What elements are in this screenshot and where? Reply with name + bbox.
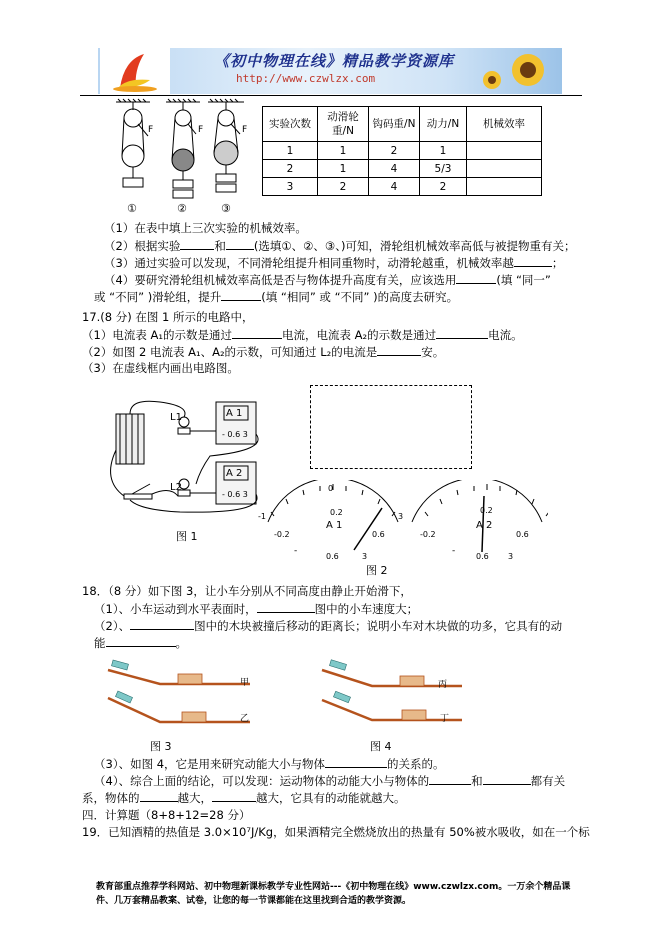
dial1-scale-neg: -1: [258, 512, 266, 521]
answer-blank[interactable]: [514, 255, 552, 267]
ramp-label-yi: 乙: [240, 714, 250, 724]
fig3-caption: 图 3: [150, 740, 172, 753]
fig-num-1: ①: [127, 202, 137, 215]
answer-blank[interactable]: [232, 327, 282, 339]
table-cell: 2: [420, 178, 467, 196]
answer-blank[interactable]: [180, 238, 214, 250]
answer-blank[interactable]: [429, 773, 471, 785]
ammeter-a2-label: A 2: [226, 468, 243, 479]
q18-item3: （3）、如图 4，它是用来研究动能大小与物体 的关系的。: [94, 757, 445, 771]
answer-blank[interactable]: [140, 790, 178, 802]
dial2-sub-max: 0.6: [516, 530, 529, 539]
header-divider: [80, 95, 582, 96]
answer-blank[interactable]: [377, 344, 421, 356]
ammeter-dials: [258, 480, 548, 570]
footer-note: 教育部重点推荐学科网站、初中物理新课标教学专业性网站---《初中物理在线》www.czwlzx.com。一万余个精品课件、几万套精品教案、试卷，让您的每一节课都能在这里找到合适的教学资源。: [96, 882, 571, 906]
table-cell: 1: [318, 142, 369, 160]
dial1-term-neg: -: [294, 546, 298, 556]
table-cell: 1: [318, 160, 369, 178]
table-cell: 1: [420, 142, 467, 160]
dial1-scale-max: 3: [398, 512, 404, 521]
dial2-sub-neg: -0.2: [420, 530, 436, 539]
table-header: 实验次数: [263, 107, 318, 142]
dial1-term-3: 3: [362, 552, 368, 561]
banner-url[interactable]: http://www.czwlzx.com: [236, 72, 376, 85]
table-row: [263, 178, 542, 196]
q18-item4: （4）、综合上面的结论，可以发现：运动物体的动能大小与物体的 和 都有关: [94, 774, 566, 788]
table-cell-efficiency[interactable]: [467, 160, 542, 178]
pulley-figures: [108, 98, 256, 218]
answer-blank[interactable]: [325, 756, 387, 768]
table-cell: 5/3: [420, 160, 467, 178]
dial1-sub-neg: -0.2: [274, 530, 290, 539]
fig4-caption: 图 4: [370, 740, 392, 753]
q18-item2: （2）、 图中的木块被撞后移动的距离长；说明小车对木块做的功多，它具有的动: [94, 619, 563, 633]
dial1-term-06: 0.6: [326, 552, 339, 561]
sunflower-icon: [470, 50, 560, 94]
fig2-force-label: F: [198, 125, 204, 135]
table-cell-efficiency[interactable]: [467, 178, 542, 196]
ramp-label-jia: 甲: [240, 678, 250, 688]
q17-title: 17.(8 分) 在图 1 所示的电路中，: [82, 310, 254, 324]
logo-icon: [100, 48, 170, 94]
fig2-caption: 图 2: [366, 564, 388, 577]
dial1-scale-zero: 0: [328, 484, 334, 493]
a1-terminals: - 0.6 3: [222, 430, 248, 439]
table-header: 钩码重/N: [369, 107, 420, 142]
banner-title: 《初中物理在线》精品教学资源库: [214, 52, 455, 70]
ramp-figures: [100, 656, 470, 736]
answer-blank[interactable]: [106, 635, 176, 647]
q17-item2: （2）如图 2 电流表 A₁、A₂的示数，可知通过 L₂的电流是 安。: [82, 345, 445, 359]
q16-item1: （1）在表中填上三次实验的机械效率。: [104, 221, 307, 235]
table-cell: 2: [369, 142, 420, 160]
q17-item1: （1）电流表 A₁的示数是通过 电流，电流表 A₂的示数是通过 电流。: [82, 328, 523, 342]
q18-item1: （1）、小车运动到水平表面时， 图中的小车速度大；: [94, 602, 419, 616]
table-header: 动力/N: [420, 107, 467, 142]
q19-text: 19．已知酒精的热值是 3.0×10⁷J/Kg，如果酒精完全燃烧放出的热量有 50%被水吸收，如在一个标: [82, 825, 590, 839]
circuit-diagram: [100, 390, 270, 520]
table-header: 动滑轮重/N: [318, 107, 369, 142]
answer-blank[interactable]: [436, 327, 488, 339]
experiment-table: [262, 106, 542, 196]
circuit-drawing-box[interactable]: [310, 385, 472, 469]
ramp-label-ding: 丁: [440, 714, 450, 724]
table-cell: 2: [263, 160, 318, 178]
q16-item3: （3）通过实验可以发现，不同滑轮组提升相同重物时，动滑轮越重，机械效率越 ；: [104, 256, 564, 270]
answer-blank[interactable]: [212, 790, 256, 802]
q18-title: 18．（8 分）如下图 3，让小车分别从不同高度由静止开始滑下，: [82, 584, 412, 598]
ramp-label-bing: 丙: [438, 680, 448, 690]
q16-item2: （2）根据实验 和 (选填①、②、③、)可知，滑轮组机械效率高低与被提物重有关；: [104, 239, 576, 253]
dial2-term-3: 3: [508, 552, 514, 561]
answer-blank[interactable]: [221, 289, 261, 301]
dial2-sub-zero: 0.2: [480, 506, 493, 515]
dial2-term-neg: -: [452, 546, 456, 556]
table-header: 机械效率: [467, 107, 542, 142]
table-cell: 3: [263, 178, 318, 196]
answer-blank[interactable]: [483, 773, 531, 785]
dial1-label: A 1: [326, 520, 343, 531]
answer-blank[interactable]: [226, 238, 254, 250]
fig-num-2: ②: [177, 202, 187, 215]
table-row: [263, 160, 542, 178]
bulb-l2-label: L2: [170, 482, 182, 493]
dial2-term-06: 0.6: [476, 552, 489, 561]
section-four-title: 四．计算题（8+8+12=28 分）: [82, 808, 251, 822]
bulb-l1-label: L1: [170, 412, 182, 423]
dial2-label: A 2: [476, 520, 493, 531]
q17-item3: （3）在虚线框内画出电路图。: [82, 361, 239, 375]
table-row: [263, 142, 542, 160]
q18-item2-cont: 能 。: [94, 636, 187, 650]
fig3-force-label: F: [242, 125, 248, 135]
table-cell: 4: [369, 178, 420, 196]
table-cell: 1: [263, 142, 318, 160]
answer-blank[interactable]: [456, 272, 496, 284]
answer-blank[interactable]: [257, 601, 315, 613]
q16-item4: （4）要研究滑轮组机械效率高低是否与物体提升高度有关，应该选用 (填 “同一”: [104, 273, 551, 287]
fig1-force-label: F: [148, 125, 154, 135]
table-header-row: [263, 107, 542, 142]
q16-item4-cont: 或 “不同” )滑轮组，提升 (填 “相同” 或 “不同” )的高度去研究。: [94, 290, 459, 304]
table-cell-efficiency[interactable]: [467, 142, 542, 160]
fig-num-3: ③: [221, 202, 231, 215]
a2-terminals: - 0.6 3: [222, 490, 248, 499]
answer-blank[interactable]: [130, 618, 194, 630]
fig1-caption: 图 1: [176, 530, 198, 543]
q18-item4-cont: 系，物体的 越大， 越大，它具有的动能就越大。: [82, 791, 406, 805]
table-cell: 2: [318, 178, 369, 196]
dial1-sub-max: 0.6: [372, 530, 385, 539]
table-cell: 4: [369, 160, 420, 178]
ammeter-a1-label: A 1: [226, 408, 243, 419]
dial1-sub-zero: 0.2: [330, 508, 343, 517]
